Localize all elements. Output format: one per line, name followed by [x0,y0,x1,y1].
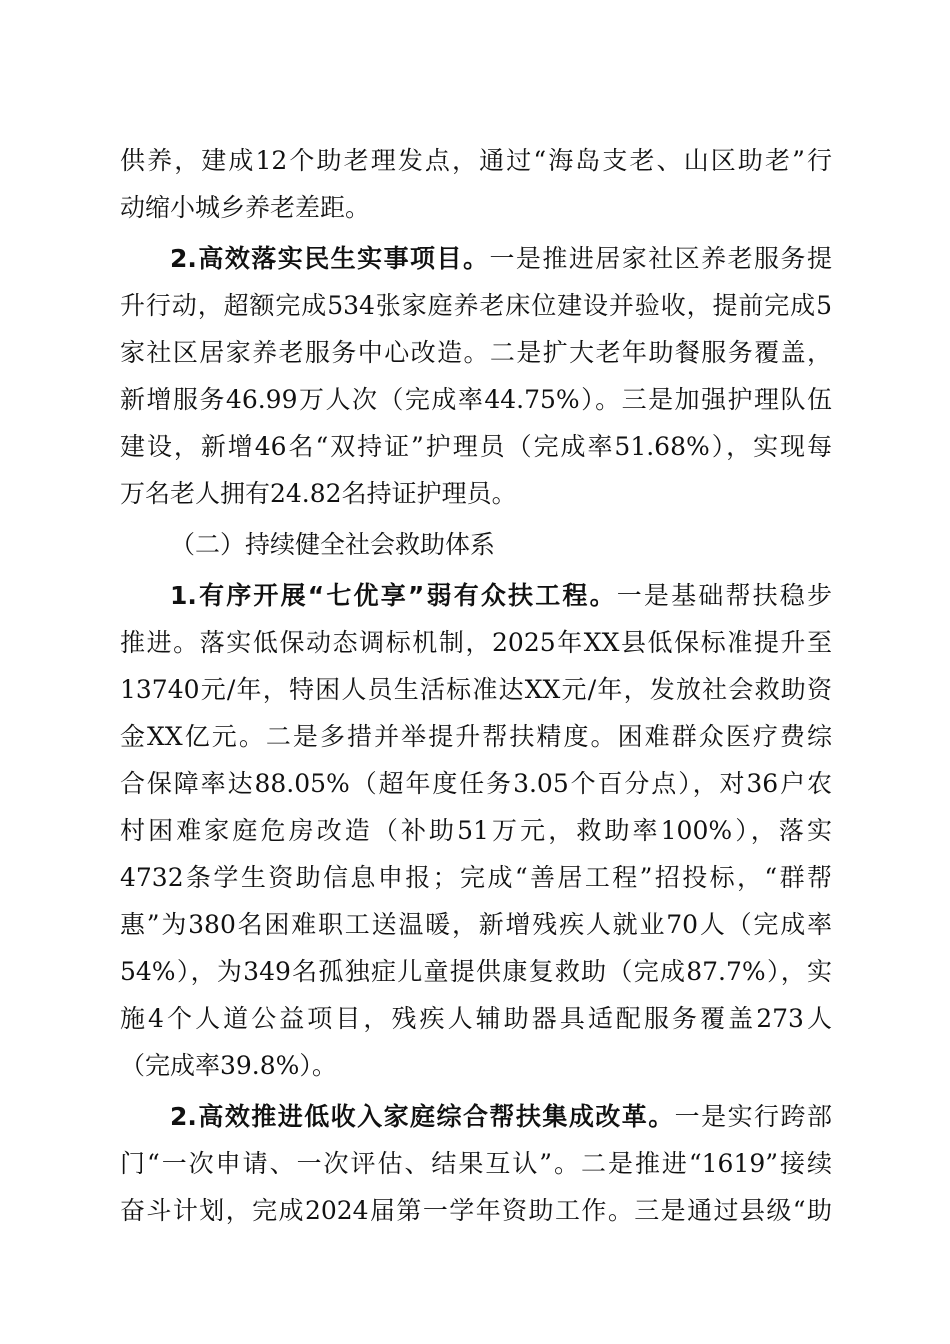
body-text: 升行动，超额完成534张家庭养老床位建设并验收，提前完成5 [120,291,832,320]
text-line [120,329,832,376]
document-body [120,137,832,1234]
paragraph-title: 1.有序开展“七优享”弱有众扶工程。 [170,581,617,610]
text-line [120,901,832,948]
body-text: 金XX亿元。二是多措并举提升帮扶精度。困难群众医疗费综 [120,722,832,751]
body-text: 推进。落实低保动态调标机制，2025年XX县低保标准提升至 [120,628,832,657]
text-line [120,235,832,282]
body-text: 4732条学生资助信息申报；完成“善居工程”招投标，“群帮 [120,863,832,892]
body-text: （二）持续健全社会救助体系 [170,530,496,559]
text-line [120,1042,832,1089]
text-line [120,184,832,231]
body-text: 新增服务46.99万人次（完成率44.75%）。三是加强护理队伍 [120,385,832,414]
text-line [120,666,832,713]
paragraph-title: 2.高效推进低收入家庭综合帮扶集成改革。 [170,1102,675,1131]
text-line [120,137,832,184]
text-line [120,995,832,1042]
text-line [120,619,832,666]
text-line [120,807,832,854]
body-text: 一是推进居家社区养老服务提 [489,244,832,273]
text-line [120,854,832,901]
section-heading [120,521,832,568]
body-text: 惠”为380名困难职工送温暖，新增残疾人就业70人（完成率 [120,910,832,939]
body-text: 13740元/年，特困人员生活标准达XX元/年，发放社会救助资 [120,675,832,704]
paragraph-title: 2.高效落实民生实事项目。 [170,244,490,273]
body-text: 动缩小城乡养老差距。 [120,193,371,222]
body-text: 施4个人道公益项目，残疾人辅助器具适配服务覆盖273人 [120,1004,832,1033]
text-line [120,470,832,517]
text-line [120,423,832,470]
body-text: 建设，新增46名“双持证”护理员（完成率51.68%），实现每 [120,432,832,461]
text-line [120,1093,832,1140]
text-line [120,1140,832,1187]
body-text: 一是基础帮扶稳步 [616,581,832,610]
body-text: 54%），为349名孤独症儿童提供康复救助（完成87.7%），实 [120,957,832,986]
body-text: 供养，建成12个助老理发点，通过“海岛支老、山区助老”行 [120,146,832,175]
body-text: 万名老人拥有24.82名持证护理员。 [120,479,517,508]
body-text: 门“一次申请、一次评估、结果互认”。二是推进“1619”接续 [120,1149,832,1178]
body-text: 家社区居家养老服务中心改造。二是扩大老年助餐服务覆盖， [120,338,832,367]
body-text: （完成率39.8%）。 [120,1051,337,1080]
text-line [120,572,832,619]
body-text: 奋斗计划，完成2024届第一学年资助工作。三是通过县级“助 [120,1196,832,1225]
body-text: 合保障率达88.05%（超年度任务3.05个百分点），对36户农 [120,769,832,798]
text-line [120,760,832,807]
text-line [120,948,832,995]
text-line [120,1187,832,1234]
text-line [120,713,832,760]
body-text: 村困难家庭危房改造（补助51万元，救助率100%），落实 [120,816,832,845]
text-line [120,376,832,423]
text-line [120,282,832,329]
body-text: 一是实行跨部 [674,1102,832,1131]
